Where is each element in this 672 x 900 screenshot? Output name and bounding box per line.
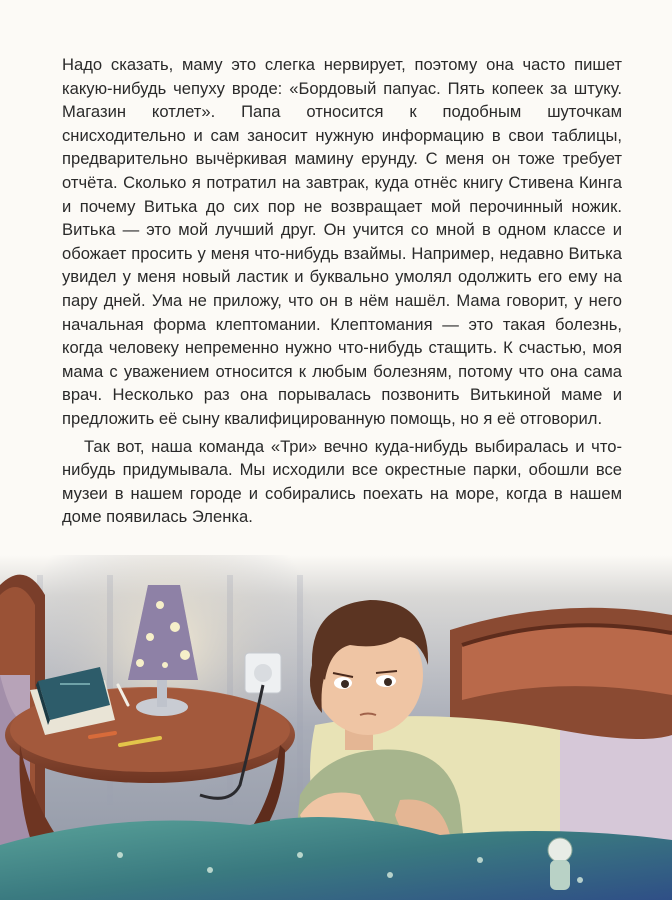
bedroom-illustration xyxy=(0,555,672,900)
paragraph-2: Так вот, наша команда «Три» вечно куда-нибудь выбиралась и что-нибудь придумывала. Мы исходили все окрестные парки, обошли все музеи в нашем городе и собирались поехать на море, когда в нашем доме появилась Эленка. xyxy=(62,436,622,527)
toy-figure xyxy=(548,838,572,890)
paragraph-1: Надо сказать, маму это слегка нервирует, поэтому она часто пишет какую-нибудь чепуху вроде: «Бордовый папуас. Пять копеек за штуку. Магазин котлет». Папа относится к подобным шуточкам снисходительно и сам заносит нужную информацию в свои таблицы, предварительно вычёркивая мамину ерунду. С меня он тоже требует отчёта. Сколько я потратил на завтрак, куда отнёс книгу Стивена Кинга и почему Витька до сих пор не возвращает мой перочинный ножик. Витька — это мой лучший друг. Он учится со мной в одном классе и обожает просить у меня что-нибудь взаймы. Например, недавно Витька увидел у меня новый ластик и буквально умолял одолжить его ему на пару дней. Ума не приложу, что он в нём нашёл. Мама говорит, у него начальная форма клептомании. Клептомания — это такая болезнь, когда человеку непременно нужно что-нибудь стащить. К счастью, моя мама с уважением относится к любым болезням, потому что она сама врач. Несколько раз она порывалась позвонить Витькиной маме и предложить её сыну квалифицированную помощь, но я её отговорил. xyxy=(62,55,622,428)
story-text xyxy=(62,53,622,529)
